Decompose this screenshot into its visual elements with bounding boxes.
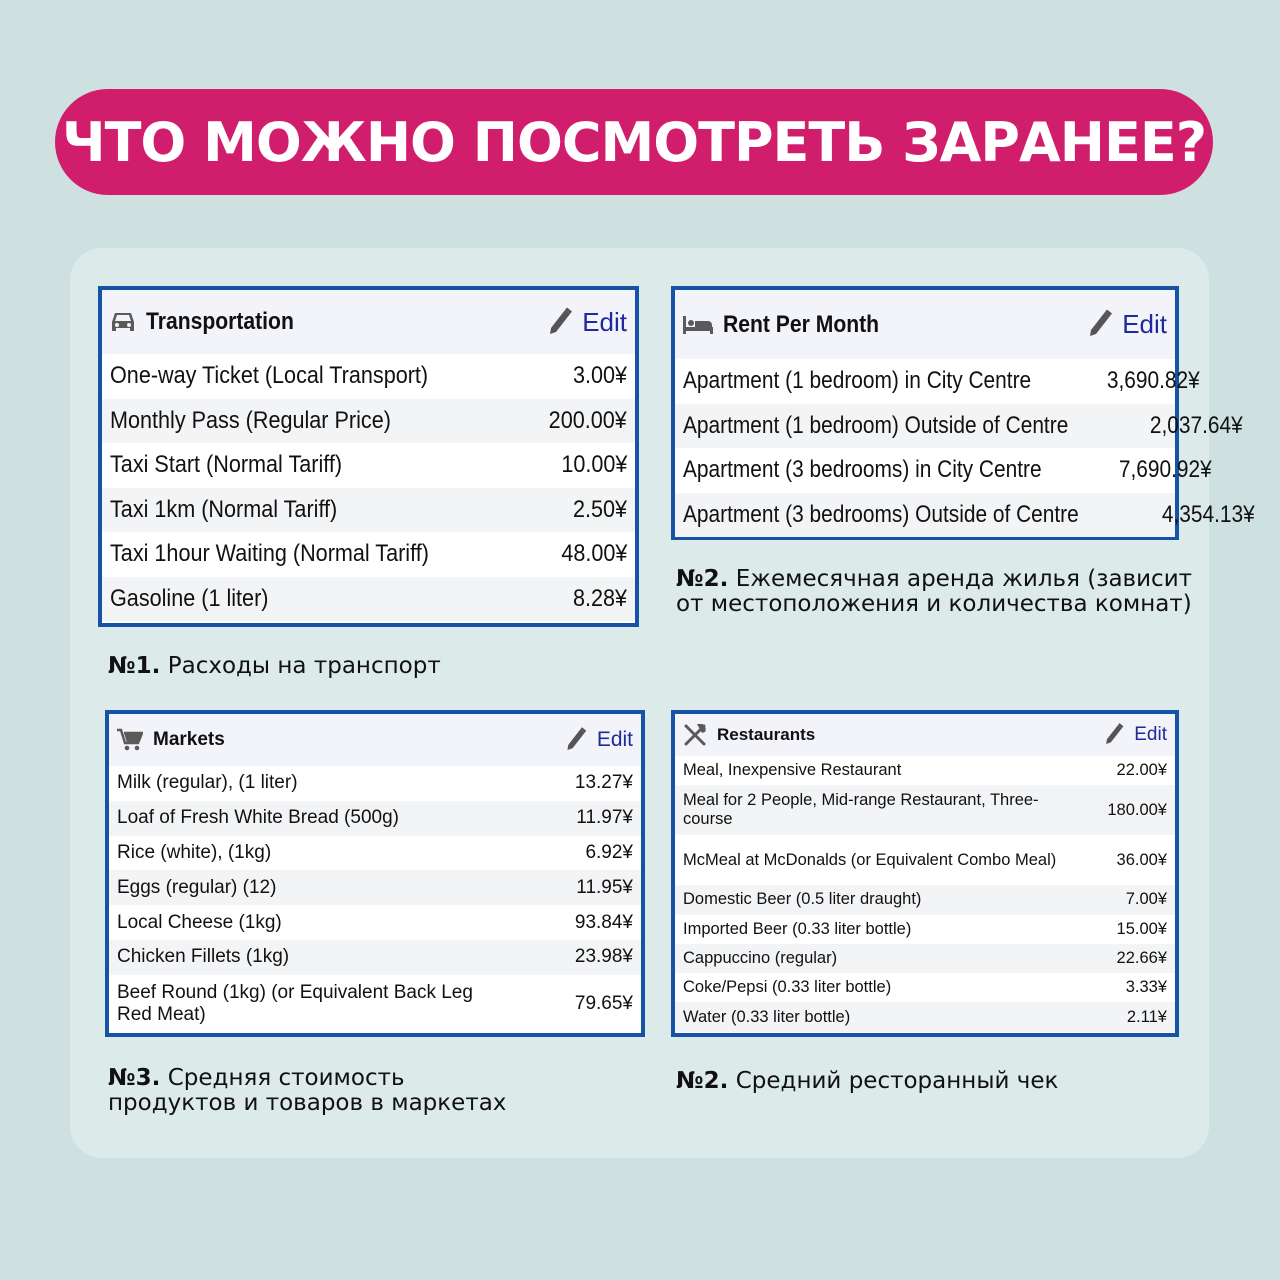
- markets-edit-button[interactable]: [565, 726, 633, 755]
- bed-icon: [683, 314, 713, 336]
- caption-number: №3.: [108, 1065, 161, 1091]
- table-row: [109, 870, 641, 905]
- row-value: 180.00¥: [1107, 800, 1167, 819]
- transportation-card: [98, 286, 639, 627]
- pencil-icon: [565, 726, 587, 755]
- row-value: 7,690.92¥: [1119, 456, 1212, 484]
- row-label: Taxi Start (Normal Tariff): [110, 451, 343, 479]
- table-row: [675, 756, 1175, 785]
- caption-number: №2.: [676, 1068, 729, 1094]
- table-row: [675, 359, 1200, 404]
- markets-card: [105, 710, 645, 1037]
- restaurants-title: Restaurants: [717, 725, 816, 744]
- row-label: Cappuccino (regular): [683, 949, 838, 968]
- row-label: Beef Round (1kg) (or Equivalent Back Leg Red Meat): [117, 981, 473, 1025]
- row-value: 11.95¥: [576, 876, 633, 898]
- row-value: 4,354.13¥: [1161, 500, 1255, 528]
- rent-header: [675, 290, 1175, 359]
- table-row: [102, 354, 635, 399]
- row-label: Apartment (1 bedroom) Outside of Centre: [683, 411, 1069, 439]
- table-row: [675, 785, 1175, 835]
- row-label: Coke/Pepsi (0.33 liter bottle): [683, 978, 892, 997]
- row-label: Apartment (3 bedrooms) in City Centre: [683, 456, 1042, 484]
- row-value: 36.00¥: [1116, 850, 1167, 869]
- table-row: [109, 766, 641, 801]
- rent-card: [671, 286, 1255, 540]
- row-value: 2,037.64¥: [1149, 411, 1243, 439]
- edit-link[interactable]: Edit: [596, 728, 633, 751]
- row-label: Meal, Inexpensive Restaurant: [683, 761, 902, 780]
- title-banner: [55, 89, 1213, 195]
- table-row: [675, 885, 1175, 914]
- row-value: 6.92¥: [585, 841, 633, 863]
- fork-knife-icon: [683, 724, 707, 746]
- table-row: [109, 975, 641, 1033]
- table-row: [675, 404, 1243, 449]
- table-row: [675, 448, 1212, 493]
- row-value: 22.00¥: [1116, 761, 1167, 780]
- table-row: [102, 399, 635, 444]
- pencil-icon: [548, 306, 572, 339]
- caption-text: Ежемесячная аренда жилья (зависит: [728, 566, 1193, 592]
- table-row: [109, 940, 641, 975]
- edit-link[interactable]: Edit: [582, 306, 627, 337]
- table-row: [675, 915, 1175, 944]
- transportation-edit-button[interactable]: [548, 306, 627, 339]
- row-value: 3.33¥: [1125, 978, 1167, 997]
- row-value: 22.66¥: [1116, 949, 1167, 968]
- table-row: [675, 973, 1175, 1002]
- row-label: Apartment (1 bedroom) in City Centre: [683, 367, 1032, 395]
- table-row: [675, 835, 1175, 885]
- markets-header: [109, 714, 641, 766]
- row-value: 200.00¥: [548, 406, 627, 434]
- edit-link[interactable]: Edit: [1122, 309, 1167, 339]
- rent-title: Rent Per Month: [723, 310, 880, 338]
- row-label: Taxi 1hour Waiting (Normal Tariff): [110, 540, 429, 568]
- caption-text-line2: от местоположения и количества комнат): [676, 591, 1192, 617]
- row-label: Local Cheese (1kg): [117, 911, 282, 933]
- caption-text: Расходы на транспорт: [160, 653, 441, 679]
- row-value: 2.50¥: [572, 495, 627, 523]
- row-label: Apartment (3 bedrooms) Outside of Centre: [683, 500, 1079, 528]
- edit-link[interactable]: Edit: [1134, 724, 1167, 745]
- row-value: 93.84¥: [574, 911, 633, 933]
- table-row: [109, 801, 641, 836]
- row-label: One-way Ticket (Local Transport): [110, 362, 429, 390]
- row-value: 3.00¥: [572, 362, 627, 390]
- row-label: Gasoline (1 liter): [110, 584, 269, 612]
- caption-text: Средняя стоимость: [160, 1065, 405, 1091]
- row-value: 8.28¥: [572, 584, 627, 612]
- markets-caption: [108, 1066, 506, 1116]
- row-value: 3,690.82¥: [1107, 367, 1200, 395]
- caption-text-line2: продуктов и товаров в маркетах: [108, 1090, 507, 1116]
- table-row: [109, 836, 641, 871]
- restaurants-caption: [676, 1069, 1058, 1094]
- caption-number: №1.: [108, 653, 161, 679]
- row-value: 13.27¥: [574, 772, 633, 794]
- restaurants-header: [675, 714, 1175, 756]
- row-value: 15.00¥: [1116, 919, 1167, 938]
- rent-edit-button[interactable]: [1088, 308, 1167, 341]
- row-value: 79.65¥: [574, 992, 633, 1014]
- row-label: Milk (regular), (1 liter): [117, 772, 298, 794]
- table-row: [102, 532, 635, 577]
- transportation-caption: [108, 654, 441, 679]
- table-row: [102, 577, 635, 622]
- table-row: [675, 1002, 1175, 1031]
- table-row: [109, 905, 641, 940]
- row-label: Taxi 1km (Normal Tariff): [110, 495, 338, 523]
- table-row: [102, 488, 635, 533]
- row-label: Imported Beer (0.33 liter bottle): [683, 919, 912, 938]
- row-value: 7.00¥: [1125, 890, 1167, 909]
- markets-title: Markets: [153, 729, 225, 750]
- table-row: [102, 443, 635, 488]
- row-label: McMeal at McDonalds (or Equivalent Combo Meal): [683, 850, 1057, 869]
- car-icon: [110, 309, 136, 335]
- pencil-icon: [1104, 722, 1124, 749]
- table-row: [675, 944, 1175, 973]
- row-value: 10.00¥: [560, 451, 627, 479]
- row-label: Eggs (regular) (12): [117, 876, 277, 898]
- transportation-title: Transportation: [146, 308, 294, 335]
- row-label: Rice (white), (1kg): [117, 842, 272, 864]
- banner-title: ЧТО МОЖНО ПОСМОТРЕТЬ ЗАРАНЕЕ?: [61, 110, 1207, 174]
- pencil-icon: [1088, 308, 1112, 341]
- restaurants-edit-button[interactable]: [1104, 722, 1167, 749]
- row-value: 2.11¥: [1126, 1007, 1167, 1026]
- row-label: Monthly Pass (Regular Price): [110, 406, 391, 434]
- row-label: Loaf of Fresh White Bread (500g): [117, 807, 399, 829]
- shopping-cart-icon: [117, 728, 143, 752]
- row-value: 11.97¥: [576, 807, 633, 829]
- restaurants-card: [671, 710, 1179, 1037]
- transportation-header: [102, 290, 635, 354]
- row-label: Domestic Beer (0.5 liter draught): [683, 890, 922, 909]
- row-label: Water (0.33 liter bottle): [683, 1007, 851, 1026]
- row-value: 23.98¥: [574, 946, 633, 968]
- rent-caption: [676, 567, 1192, 617]
- row-label: Meal for 2 People, Mid-range Restaurant, Three-course: [683, 791, 1039, 829]
- row-label: Chicken Fillets (1kg): [117, 946, 290, 968]
- caption-text: Средний ресторанный чек: [728, 1068, 1059, 1094]
- caption-number: №2.: [676, 566, 729, 592]
- table-row: [675, 493, 1255, 538]
- row-value: 48.00¥: [560, 540, 627, 568]
